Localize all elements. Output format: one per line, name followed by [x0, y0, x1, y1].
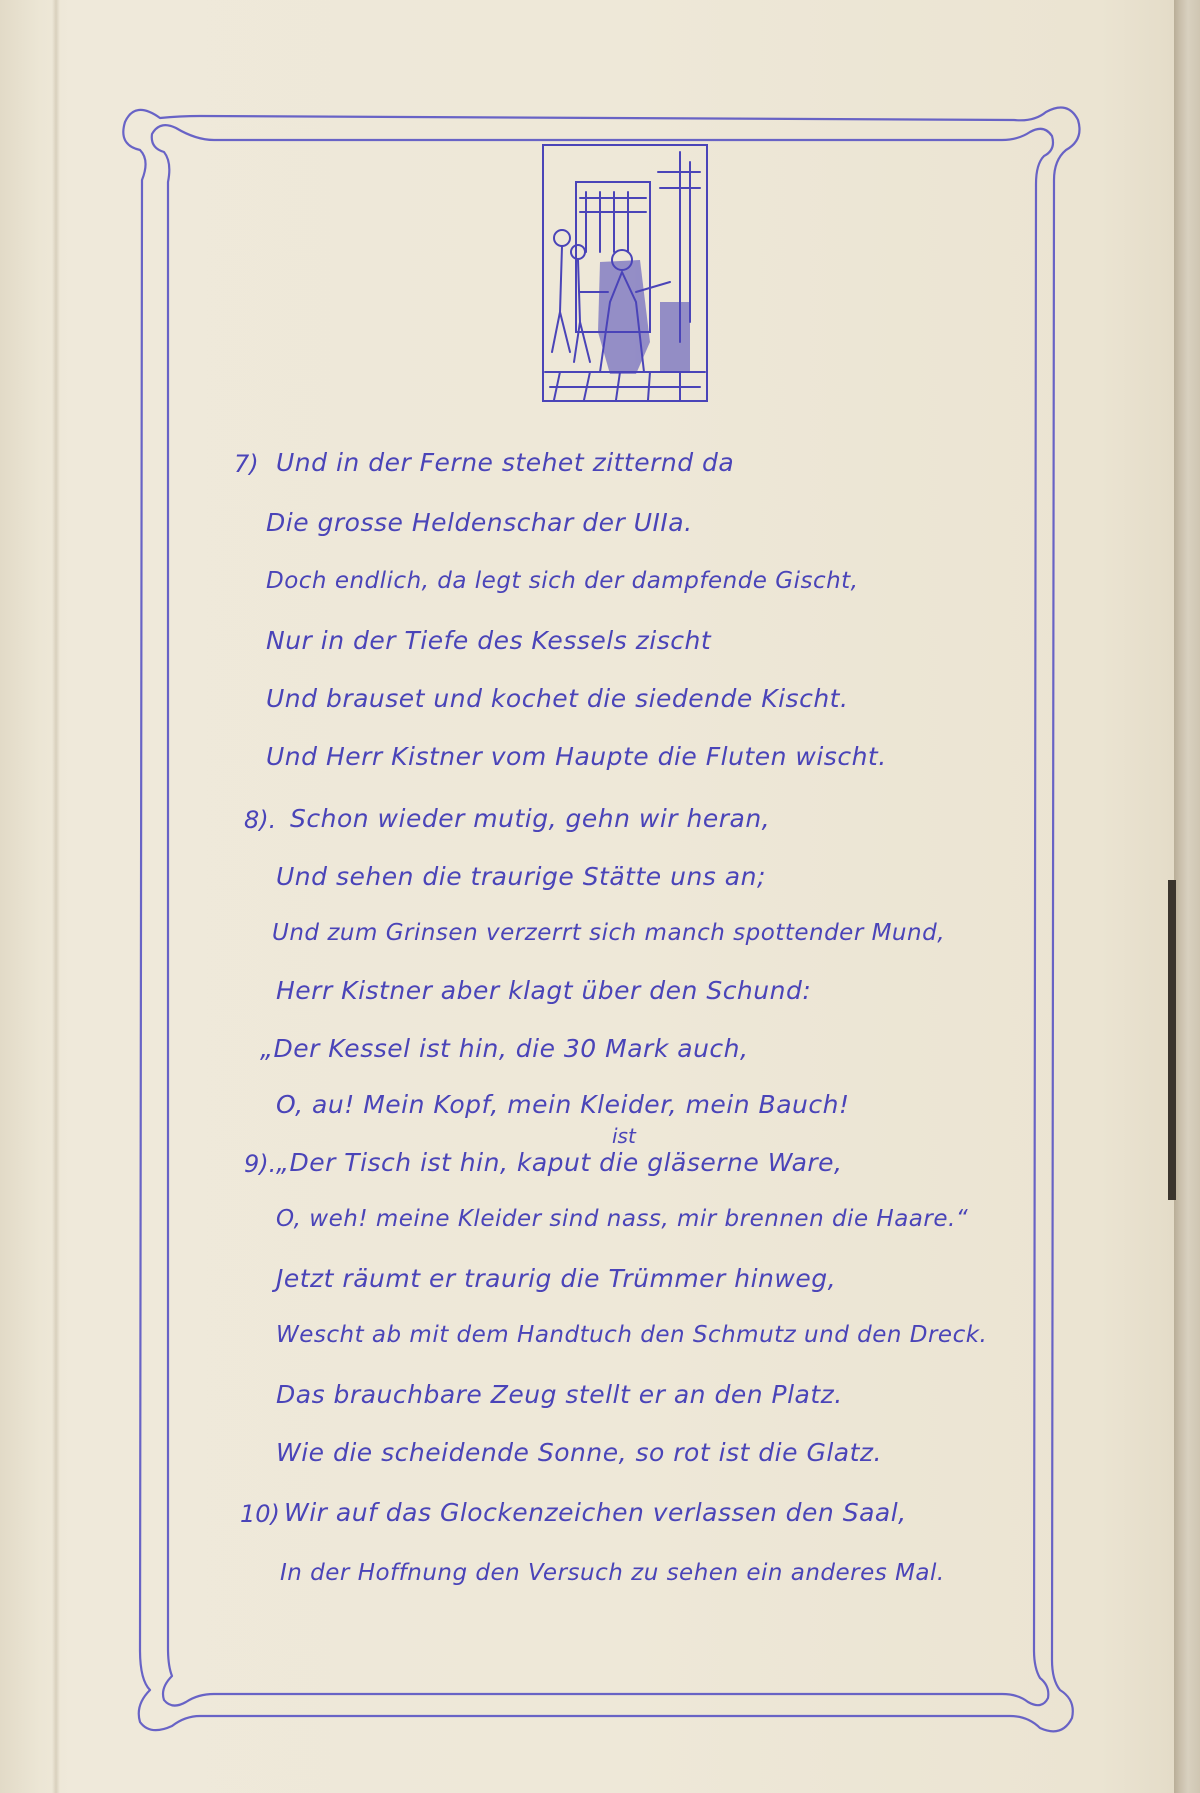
inserted-word: ist [612, 1124, 636, 1148]
poem-line: „Der Kessel ist hin, die 30 Mark auch, [260, 1034, 749, 1063]
stanza-number: 8). [244, 806, 277, 834]
poem-line: Jetzt räumt er traurig die Trümmer hinweg, [276, 1264, 837, 1293]
poem-line: Wir auf das Glockenzeichen verlassen den Saal, [284, 1498, 907, 1527]
poem-line: Und Herr Kistner vom Haupte die Fluten wischt. [266, 742, 887, 771]
stanza-number: 7) [234, 450, 259, 478]
poem-line: Herr Kistner aber klagt über den Schund: [276, 976, 812, 1005]
poem-line: Und in der Ferne stehet zitternd da [276, 448, 735, 477]
poem-line: Und zum Grinsen verzerrt sich manch spottender Mund, [272, 920, 945, 946]
poem-line: Die grosse Heldenschar der UIIa. [266, 508, 693, 537]
poem-line: Das brauchbare Zeug stellt er an den Platz. [276, 1380, 843, 1409]
poem-line: O, au! Mein Kopf, mein Kleider, mein Bauch! [276, 1090, 850, 1119]
poem-line: „Der Tisch ist hin, kaput die gläserne Ware, [276, 1148, 843, 1177]
poem-line: In der Hoffnung den Versuch zu sehen ein anderes Mal. [280, 1560, 945, 1586]
poem-line: Nur in der Tiefe des Kessels zischt [266, 626, 712, 655]
poem-line: Wie die scheidende Sonne, so rot ist die Glatz. [276, 1438, 882, 1467]
poem-line: Und brauset und kochet die siedende Kischt. [266, 684, 849, 713]
poem-line: O, weh! meine Kleider sind nass, mir brennen die Haare.“ [276, 1206, 969, 1232]
poem-line: Schon wieder mutig, gehn wir heran, [290, 804, 771, 833]
poem-line: Und sehen die traurige Stätte uns an; [276, 862, 766, 891]
poem-line: Wescht ab mit dem Handtuch den Schmutz und den Dreck. [276, 1322, 988, 1348]
stanza-number: 9). [244, 1150, 277, 1178]
poem-line: Doch endlich, da legt sich der dampfende Gischt, [266, 568, 859, 594]
stanza-number: 10) [240, 1500, 280, 1528]
